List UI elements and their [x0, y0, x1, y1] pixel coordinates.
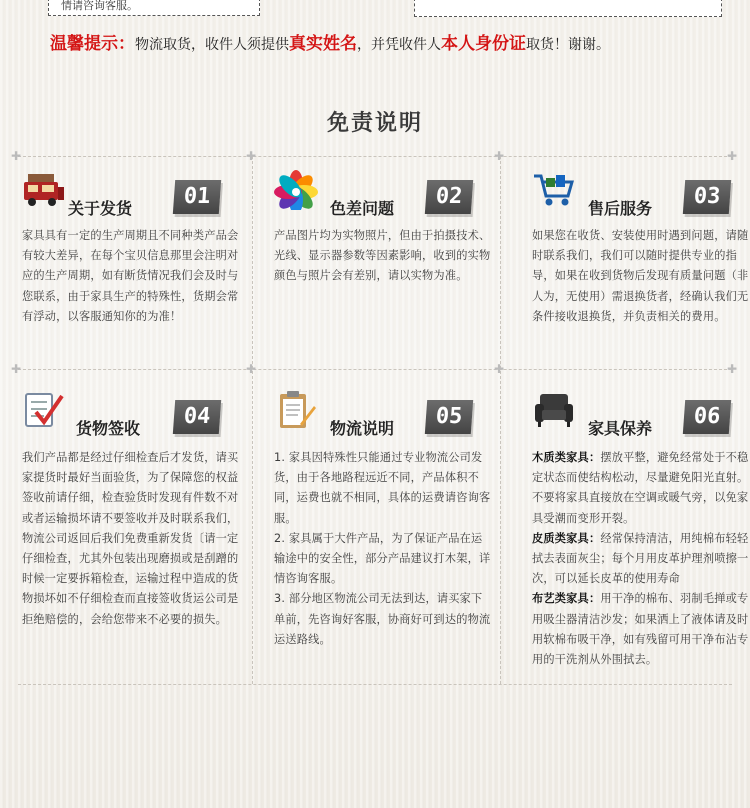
care-label: 木质类家具：: [532, 451, 601, 464]
card-number-badge: 01: [173, 180, 221, 214]
card-body: [22, 226, 240, 327]
truck-icon: [22, 170, 66, 210]
care-text: 经常保持清洁，用纯棉布轻轻拭去表面灰尘；每个月用皮革护理剂喷擦一次，可以延长皮革的使用寿命: [532, 531, 749, 586]
divider: [18, 369, 732, 370]
corner-star-icon: ✚: [246, 362, 257, 376]
divider: [18, 156, 732, 157]
cart-icon: [532, 170, 576, 210]
prev-section-box-left: 情请咨询客服。: [48, 0, 260, 16]
corner-star-icon: ✚: [494, 362, 505, 376]
corner-star-icon: ✚: [246, 149, 257, 163]
divider: [18, 684, 732, 685]
clipboard-icon: [274, 390, 318, 430]
sofa-icon: [532, 390, 576, 430]
card-number-badge: 05: [425, 400, 473, 434]
card-title: 售后服务: [588, 199, 653, 218]
card-paragraph: 我们产品都是经过仔细检查后才发货，请买家提货时最好当面验货，为了保障您的权益签收前请仔细，检查验货时发现有件数不对或者运输损坏请不要签收并及时联系我们，物流公司返回后我们免费重新发货〔请一定仔细检查，尤其外包装出现磨损或是刮蹭的时候一定要拆箱检查，运输过程中造成的货物损坏如不仔细检查而直接签收货运公司是拒绝赔偿的，会给您带来不必要的损失。: [22, 451, 239, 626]
notice-line: [50, 30, 730, 58]
care-text: 摆放平整，避免经常处于不稳定状态而使结构松动，尽量避免阳光直射。不要将家具直接放在空调或暖气旁，以免家具受潮而变形开裂。: [532, 451, 749, 525]
notice-text-1: 物流取货，收件人须提供: [135, 37, 289, 53]
notice-lead: 温馨提示：: [50, 34, 135, 54]
card-paragraph: 产品图片均为实物照片，但由于拍摄技术、光线、显示器参数等因素影响，收到的实物颜色与照片会有差别，请以实物为准。: [274, 229, 491, 283]
care-leather: [532, 529, 750, 590]
card-number-badge: 02: [425, 180, 473, 214]
care-label: 布艺类家具：: [532, 592, 601, 606]
corner-star-icon: ✚: [494, 149, 505, 163]
care-fabric: [532, 589, 750, 670]
care-wood: [532, 448, 750, 529]
divider: [252, 156, 253, 684]
notice-highlight-id: 本人身份证: [441, 34, 526, 54]
card-title: 家具保养: [588, 419, 653, 438]
corner-star-icon: ✚: [727, 362, 738, 376]
card-paragraph: 3. 部分地区物流公司无法到达，请买家下单前，先咨询好客服，协商好可到达的物流运送路线。: [274, 592, 491, 646]
card-title: 货物签收: [76, 419, 141, 438]
card-title: 关于发货: [68, 199, 133, 218]
card-title: 物流说明: [330, 419, 395, 438]
card-title: 色差问题: [330, 199, 395, 218]
divider: [500, 156, 501, 684]
corner-star-icon: ✚: [11, 149, 22, 163]
care-text: 用干净的棉布、羽制毛掸或专用吸尘器清洁沙发；如果洒上了液体请及时用软棉布吸干净，如有残留可用干净布沾专用的干洗剂从外围拭去。: [532, 592, 749, 667]
card-number-badge: 06: [683, 400, 731, 434]
color-wheel-icon: [274, 170, 318, 210]
card-body: [532, 226, 750, 327]
card-paragraph: 2. 家具属于大件产品，为了保证产品在运输途中的安全性，部分产品建议打木架，详情咨询客服。: [274, 531, 491, 586]
page-title: 免责说明: [326, 111, 423, 136]
corner-star-icon: ✚: [11, 362, 22, 376]
card-number-badge: 04: [173, 400, 221, 434]
card-body: [274, 448, 492, 650]
card-paragraph: 家具具有一定的生产周期且不同种类产品会有较大差异，在每个宝贝信息那里会注明对应的生产周期，如有断货情况我们会及时与您联系，由于家具生产的特殊性，货期会常有浮动，以客服通知你的为准！: [22, 229, 239, 323]
card-body: [22, 448, 240, 630]
prev-section-box-right: [414, 0, 722, 17]
checklist-icon: [22, 390, 66, 430]
card-number-badge: 03: [683, 180, 731, 214]
card-body: [274, 226, 492, 287]
care-label: 皮质类家具：: [532, 531, 601, 545]
notice-text-2: ，并凭收件人: [357, 37, 441, 53]
corner-star-icon: ✚: [727, 149, 738, 163]
top-strip: [0, 0, 750, 24]
card-paragraph: 1. 家具因特殊性只能通过专业物流公司发货，由于各地路程远近不同，产品体积不同，运费也就不相同，具体的运费请咨询客服。: [274, 451, 491, 525]
card-paragraph: 如果您在收货、安装使用时遇到问题，请随时联系我们，我们可以随时提供专业的指导，如果在收到货物后发现有质量问题（非人为，无使用）需退换货者，经确认我们无条件接收退换货，并负责相关的费用。: [532, 229, 749, 323]
notice-text-3: 取货！谢谢。: [526, 37, 610, 53]
card-body: [532, 448, 750, 670]
notice-highlight-name: 真实姓名: [289, 34, 357, 54]
